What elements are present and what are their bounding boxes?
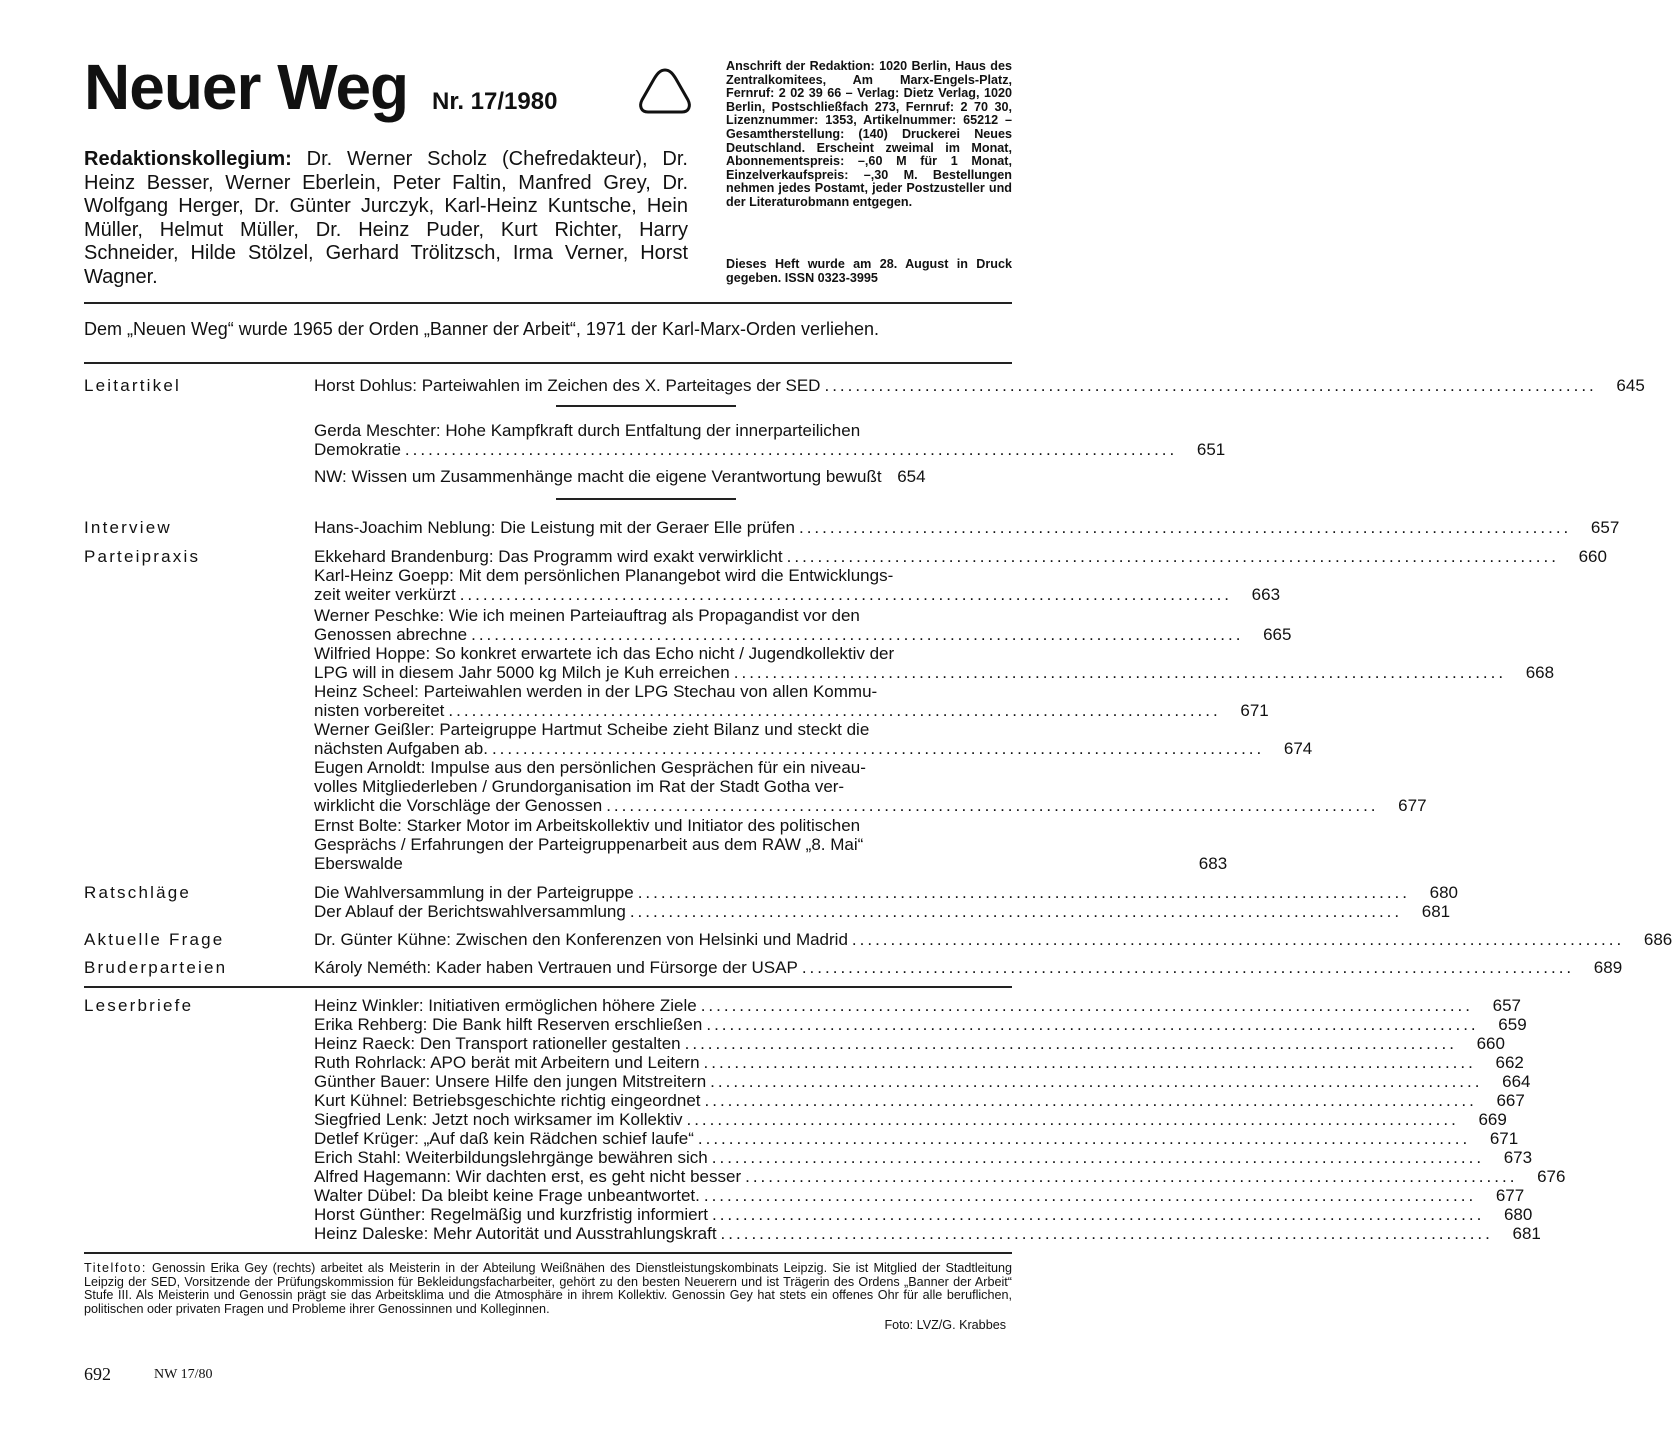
page-ref: 664 [1502, 1072, 1531, 1091]
editorial-board-label: Redaktionskollegium: [84, 148, 292, 170]
dot-leader: .................................................................................................... [710, 1072, 1483, 1091]
short-divider [556, 405, 736, 407]
toc-entry[interactable]: Werner Peschke: Wie ich meinen Parteiauftrag als Propagandist vor den Genossen abrechne .................................................................................................... 665 [314, 606, 1292, 644]
toc-entry[interactable]: Ruth Rohrlack: APO berät mit Arbeitern und Leitern .................................................................................................... 662 [314, 1053, 1524, 1072]
issue-reference: NW 17/80 [154, 1367, 213, 1382]
dot-leader: .................................................................................................... [786, 547, 1559, 566]
section-label-bruderparteien: Bruderparteien [84, 958, 228, 977]
divider [84, 986, 1012, 988]
dot-leader [407, 854, 1179, 873]
award-line: Dem „Neuen Weg“ wurde 1965 der Orden „Banner der Arbeit“, 1971 der Karl-Marx-Orden verliehen. [84, 319, 880, 339]
divider [84, 1252, 1012, 1254]
page-ref: 669 [1478, 1110, 1507, 1129]
dot-leader: .................................................................................................... [686, 1110, 1459, 1129]
dot-leader: .................................................................................................... [703, 1186, 1477, 1205]
toc-entry[interactable]: Günther Bauer: Unsere Hilfe den jungen Mitstreitern .................................................................................................... 664 [314, 1072, 1531, 1091]
page-ref: 671 [1489, 1129, 1519, 1148]
toc-entry[interactable]: NW: Wissen um Zusammenhänge macht die eigene Verantwortung bewußt 654 [314, 467, 926, 486]
photo-credit: Foto: LVZ/G. Krabbes [884, 1318, 1006, 1332]
toc-entry[interactable]: Erika Rehberg: Die Bank hilft Reserven erschließen .................................................................................................... 659 [314, 1015, 1527, 1034]
toc-entry[interactable]: Der Ablauf der Berichtswahlversammlung .................................................................................................... 681 [314, 902, 1451, 921]
page-ref: 677 [1398, 796, 1427, 815]
caption-label: Titelfoto: [84, 1261, 147, 1275]
page-ref: 674 [1283, 739, 1313, 758]
dot-leader: .................................................................................................... [697, 1129, 1471, 1148]
page-ref: 671 [1240, 701, 1269, 720]
page-ref: 657 [1492, 996, 1522, 1015]
dot-leader: .................................................................................................... [720, 1224, 1493, 1243]
dot-leader: .................................................................................................... [801, 958, 1575, 977]
dot-leader: .................................................................................................... [733, 663, 1507, 682]
toc-entry[interactable]: Heinz Winkler: Initiativen ermöglichen höhere Ziele .................................................................................................... 657 [314, 996, 1522, 1015]
caption-text: Genossin Erika Gey (rechts) arbeitet als Meisterin in der Abteilung Weißnähen des Dienstleistungskombinats Leipzig. Sie ist Mitglied der Stadtleitung Leipzig der SED, Vorsitzende der Prüfungskommission für Bekleidungsfacharbeiter, gehört zu den besten Neuerern und ist Trägerin des Ordens „Banner der Arbeit“ Stufe III. Als Meisterin und Genossin prägt sie das Arbeitsklima und die Atmosphäre in ihrem Kollektiv. Genossin Gey hat stets ein offenes Ohr für alle beruflichen, politischen oder privaten Fragen und Probleme ihrer Genossinnen und Kolleginnen. [84, 1261, 1012, 1317]
page-ref: 645 [1616, 376, 1645, 395]
page-ref: 660 [1578, 547, 1607, 566]
toc-entry[interactable]: Karl-Heinz Goepp: Mit dem persönlichen Planangebot wird die Entwicklungs- zeit weiter verkürzt .................................................................................................... 663 [314, 566, 1281, 604]
page-ref: 668 [1525, 663, 1555, 682]
toc-entry[interactable]: Horst Dohlus: Parteiwahlen im Zeichen des X. Parteitages der SED .................................................................................................... 645 [314, 376, 1645, 395]
page-number: 692 [84, 1364, 111, 1384]
toc-entry[interactable]: Detlef Krüger: „Auf daß kein Rädchen schief laufe“ .................................................................................................... 671 [314, 1129, 1519, 1148]
toc-entry[interactable]: Ernst Bolte: Starker Motor im Arbeitskollektiv und Initiator des politischen Gesprächs / Erfahrungen der Parteigruppenarbeit aus dem RAW „8. Mai“ Eberswalde 683 [314, 816, 1228, 873]
section-label-leserbriefe: Leserbriefe [84, 996, 194, 1015]
dot-leader: .................................................................................................... [491, 739, 1265, 758]
page-ref: 689 [1593, 958, 1623, 977]
toc-entry[interactable]: Werner Geißler: Parteigruppe Hartmut Scheibe zieht Bilanz und steckt die nächsten Aufgaben ab. .................................................................................................... 674 [314, 720, 1313, 758]
toc-entry[interactable]: Károly Neméth: Kader haben Vertrauen und Fürsorge der USAP .................................................................................................... 689 [314, 958, 1623, 977]
page-ref: 681 [1512, 1224, 1541, 1243]
print-note: Dieses Heft wurde am 28. August in Druck gegeben. ISSN 0323-3995 [726, 257, 1012, 285]
dot-leader: .................................................................................................... [851, 930, 1625, 949]
dot-leader: .................................................................................................... [459, 585, 1233, 604]
dot-leader: .................................................................................................... [684, 1034, 1457, 1053]
section-label-parteipraxis: Parteipraxis [84, 547, 201, 566]
dot-leader: .................................................................................................... [798, 518, 1572, 537]
section-label-interview: Interview [84, 518, 172, 537]
masthead-title: Neuer Weg [84, 51, 409, 123]
toc-entry[interactable]: Heinz Raeck: Den Transport rationeller gestalten .................................................................................................... 660 [314, 1034, 1505, 1053]
toc-entry[interactable]: Alfred Hagemann: Wir dachten erst, es geht nicht besser .................................................................................................... 676 [314, 1167, 1566, 1186]
page-ref: 676 [1537, 1167, 1566, 1186]
dot-leader: .................................................................................................... [448, 701, 1221, 720]
page-ref: 660 [1476, 1034, 1505, 1053]
toc-entry[interactable]: Siegfried Lenk: Jetzt noch wirksamer im Kollektiv .................................................................................................... 669 [314, 1110, 1507, 1129]
dot-leader: .................................................................................................... [700, 996, 1474, 1015]
section-label-aktuelle-frage: Aktuelle Frage [84, 930, 225, 949]
dot-leader: .................................................................................................... [711, 1205, 1485, 1224]
dot-leader: .................................................................................................... [706, 1015, 1479, 1034]
page-ref: 659 [1498, 1015, 1527, 1034]
triangle-logo-icon [636, 66, 694, 116]
page-ref: 665 [1263, 625, 1292, 644]
toc-entry[interactable]: Heinz Scheel: Parteiwahlen werden in der LPG Stechau von allen Kommu- nisten vorbereitet .................................................................................................... 671 [314, 682, 1269, 720]
page-ref: 677 [1495, 1186, 1525, 1205]
toc-entry[interactable]: Horst Günther: Regelmäßig und kurzfristig informiert .................................................................................................... 680 [314, 1205, 1533, 1224]
toc-entry[interactable]: Dr. Günter Kühne: Zwischen den Konferenzen von Helsinki und Madrid .................................................................................................... 686 [314, 930, 1672, 949]
colophon-address: Anschrift der Redaktion: 1020 Berlin, Haus des Zentralkomitees, Am Marx-Engels-Platz, Fernruf: 2 02 39 66 – Verlag: Dietz Verlag, 1020 Berlin, Postschließfach 273, Fernruf: 2 70 30, Lizenznummer: 1353, Artikelnummer: 65212 – Gesamtherstellung: (140) Druckerei Neues Deutschland. Erscheint zweimal im Monat, Abonnementspreis: –,60 M für 1 Monat, Einzelverkaufspreis: –,30 M. Bestellungen nehmen jedes Postamt, jeder Postzusteller und der Literaturobmann entgegen. [726, 59, 1012, 209]
page-ref: 667 [1496, 1091, 1525, 1110]
toc-entry[interactable]: Kurt Kühnel: Betriebsgeschichte richtig eingeordnet .................................................................................................... 667 [314, 1091, 1525, 1110]
divider [84, 302, 1012, 304]
page-ref: 686 [1643, 930, 1672, 949]
dot-leader: .................................................................................................... [745, 1167, 1518, 1186]
dot-leader: .................................................................................................... [629, 902, 1403, 921]
dot-leader: .................................................................................................... [711, 1148, 1485, 1167]
page-ref: 662 [1495, 1053, 1524, 1072]
dot-leader: .................................................................................................... [606, 796, 1379, 815]
page-ref: 681 [1421, 902, 1451, 921]
divider [84, 362, 1012, 364]
page-ref: 651 [1196, 440, 1226, 459]
page-ref: 680 [1429, 883, 1459, 902]
page-ref: 680 [1503, 1205, 1533, 1224]
dot-leader: .................................................................................................... [404, 440, 1178, 459]
page-ref: 654 [897, 467, 926, 486]
cover-photo-caption [84, 1262, 1012, 1317]
section-label-ratschlaege: Ratschläge [84, 883, 192, 902]
toc-entry[interactable]: Gerda Meschter: Hohe Kampfkraft durch Entfaltung der innerparteilichen Demokratie .................................................................................................... 651 [314, 421, 1226, 459]
toc-entry[interactable]: Ekkehard Brandenburg: Das Programm wird exakt verwirklicht .................................................................................................... 660 [314, 547, 1607, 566]
page-ref: 673 [1503, 1148, 1533, 1167]
toc-entry[interactable]: Erich Stahl: Weiterbildungslehrgänge bewähren sich .................................................................................................... 673 [314, 1148, 1533, 1167]
editorial-board [84, 148, 688, 289]
toc-entry[interactable]: Die Wahlversammlung in der Parteigruppe .................................................................................................... 680 [314, 883, 1459, 902]
dot-leader: .................................................................................................... [471, 625, 1244, 644]
toc-entry[interactable]: Heinz Daleske: Mehr Autorität und Ausstrahlungskraft .................................................................................................... 681 [314, 1224, 1541, 1243]
page-ref: 683 [1198, 854, 1228, 873]
dot-leader: .................................................................................................... [704, 1091, 1477, 1110]
issue-number: Nr. 17/1980 [432, 88, 558, 115]
section-label-leitartikel: Leitartikel [84, 376, 181, 395]
dot-leader: .................................................................................................... [824, 376, 1597, 395]
page-ref: 663 [1251, 585, 1281, 604]
toc-entry[interactable]: Wilfried Hoppe: So konkret erwartete ich das Echo nicht / Jugendkollektiv der LPG will in diesem Jahr 5000 kg Milch je Kuh erreichen .................................................................................................... 668 [314, 644, 1555, 682]
dot-leader: .................................................................................................... [703, 1053, 1476, 1072]
toc-entry[interactable]: Hans-Joachim Neblung: Die Leistung mit der Geraer Elle prüfen .................................................................................................... 657 [314, 518, 1620, 537]
dot-leader: .................................................................................................... [637, 883, 1411, 902]
toc-entry[interactable]: Eugen Arnoldt: Impulse aus den persönlichen Gesprächen für ein niveau- volles Mitgliederleben / Grundorganisation im Rat der Stadt Gotha ver- wirklicht die Vorschläge der Genossen .................................................................................................... 677 [314, 758, 1427, 815]
short-divider [556, 498, 736, 500]
page-ref: 657 [1590, 518, 1620, 537]
toc-entry[interactable]: Walter Dübel: Da bleibt keine Frage unbeantwortet. .................................................................................................... 677 [314, 1186, 1525, 1205]
editorial-board-members: Dr. Werner Scholz (Chefredakteur), Dr. Heinz Besser, Werner Eberlein, Peter Faltin, Manfred Grey, Dr. Wolfgang Herger, Dr. Günter Jurczyk, Karl-Heinz Kuntsche, Hein Müller, Helmut Müller, Dr. Heinz Puder, Kurt Richter, Harry Schneider, Hilde Stölzel, Gerhard Trölitzsch, Irma Verner, Horst Wagner. [84, 148, 688, 288]
